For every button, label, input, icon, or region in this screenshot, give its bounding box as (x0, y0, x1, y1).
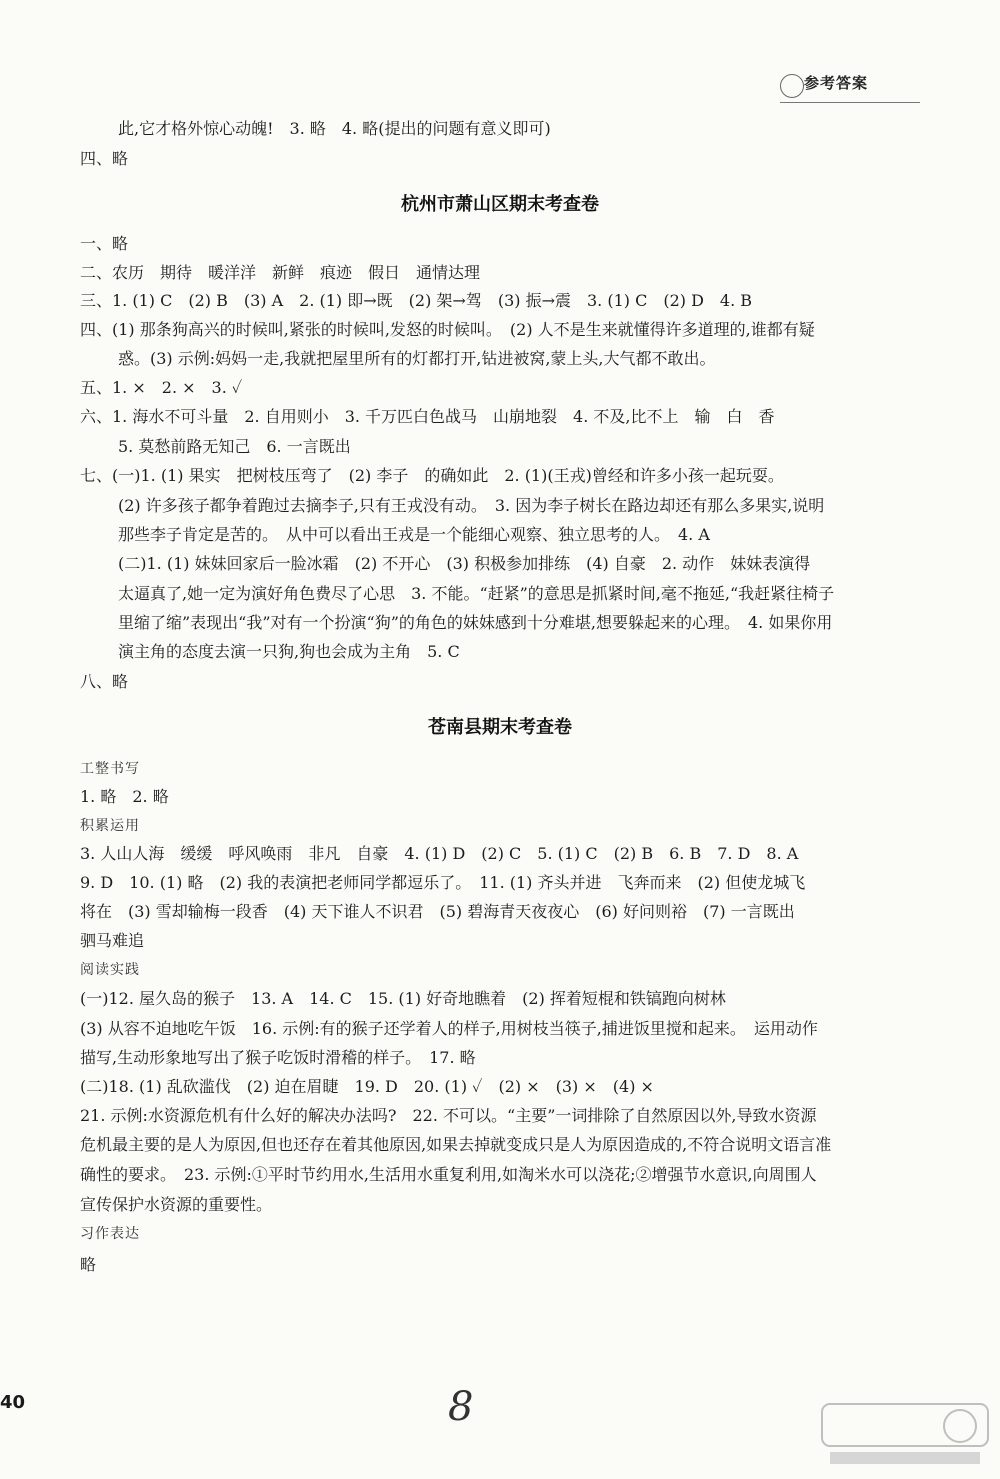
answer-line: 里缩了缩”表现出“我”对有一个扮演“狗”的角色的妹妹感到十分难堪,想要躲起来的心理。 4. 如果你用 (118, 613, 833, 632)
section-title: 苍南县期末考查卷 (428, 717, 572, 738)
answer-line: 五、1. × 2. × 3. ✓ (80, 378, 243, 397)
answer-line: 9. D 10. (1) 略 (2) 我的表演把老师同学都逗乐了。 11. (1) 齐头并进 飞奔而来 (2) 但使龙城飞 (80, 873, 806, 892)
answer-line: 5. 莫愁前路无知己 6. 一言既出 (118, 437, 351, 456)
ring-icon (780, 74, 804, 98)
answer-line: 一、略 (80, 234, 129, 253)
answer-key-tag (780, 68, 920, 103)
answer-line: 确性的要求。 23. 示例:①平时节约用水,生活用水重复利用,如淘米水可以浇花;②增强节水意识,向周围人 (80, 1165, 817, 1184)
answer-line: 1. 略 2. 略 (80, 787, 169, 806)
answer-line: 那些李子肯定是苦的。 从中可以看出王戎是一个能细心观察、独立思考的人。 4. A (118, 525, 710, 544)
section-subheading: 积累运用 (80, 818, 140, 834)
answer-line: 六、1. 海水不可斗量 2. 自用则小 3. 千万匹白色战马 山崩地裂 4. 不及,比不上 输 白 香 (80, 407, 775, 426)
answer-line: (3) 从容不迫地吃午饭 16. 示例:有的猴子还学着人的样子,用树枝当筷子,捕进饭里搅和起来。 运用动作 (80, 1019, 818, 1038)
answer-line: (2) 许多孩子都争着跑过去摘李子,只有王戎没有动。 3. 因为李子树长在路边却还有那么多果实,说明 (118, 496, 825, 515)
answer-key-label: 参考答案 (804, 74, 869, 92)
section-subheading: 工整书写 (80, 761, 140, 777)
answer-line: 演主角的态度去演一只狗,狗也会成为主角 5. C (118, 642, 460, 661)
answer-line: 略 (80, 1255, 97, 1274)
section-subheading: 阅读实践 (80, 962, 140, 978)
answer-line: 太逼真了,她一定为演好角色费尽了心思 3. 不能。“赶紧”的意思是抓紧时间,毫不拖延,“我赶紧往椅子 (118, 584, 835, 603)
answer-line: 八、略 (80, 672, 129, 691)
answer-line: (一)12. 屋久岛的猴子 13. A 14. C 15. (1) 好奇地瞧着 (2) 挥着短棍和铁镐跑向树林 (80, 989, 726, 1008)
page-number: 40 (0, 1392, 26, 1413)
answer-line: 惑。(3) 示例:妈妈一走,我就把屋里所有的灯都打开,钻进被窝,蒙上头,大气都不敢出。 (118, 349, 716, 368)
answer-line: 四、(1) 那条狗高兴的时候叫,紧张的时候叫,发怒的时候叫。 (2) 人不是生来就懂得许多道理的,谁都有疑 (80, 320, 815, 339)
answer-line: 四、略 (80, 149, 129, 168)
answer-line: 驷马难追 (80, 931, 145, 950)
answer-line: 21. 示例:水资源危机有什么好的解决办法吗? 22. 不可以。“主要”一词排除了自然原因以外,导致水资源 (80, 1106, 817, 1125)
answer-line: 宣传保护水资源的重要性。 (80, 1195, 273, 1214)
answer-line: 此,它才格外惊心动魄! 3. 略 4. 略(提出的问题有意义即可) (118, 119, 551, 138)
section-title: 杭州市萧山区期末考查卷 (401, 194, 599, 215)
answer-line: (二)1. (1) 妹妹回家后一脸冰霜 (2) 不开心 (3) 积极参加排练 (4) 自豪 2. 动作 妹妹表演得 (118, 554, 811, 573)
answer-line: 二、农历 期待 暖洋洋 新鲜 痕迹 假日 通情达理 (80, 263, 481, 282)
answer-line: (二)18. (1) 乱砍滥伐 (2) 迫在眉睫 19. D 20. (1) ✓ (2) × (3) × (4) × (80, 1077, 654, 1096)
answer-line: 危机最主要的是人为原因,但也还存在着其他原因,如果去掉就变成只是人为原因造成的,不符合说明文语言准 (80, 1135, 832, 1154)
answer-line: 三、1. (1) C (2) B (3) A 2. (1) 即→既 (2) 架→驾 (3) 振→震 3. (1) C (2) D 4. B (80, 291, 753, 310)
answer-line: 七、(一)1. (1) 果实 把树枝压弯了 (2) 李子 的确如此 2. (1)(王戎)曾经和许多小孩一起玩耍。 (80, 466, 784, 485)
section-subheading: 习作表达 (80, 1226, 140, 1242)
handwritten-mark: 8 (448, 1384, 474, 1430)
answer-line: 将在 (3) 雪却输梅一段香 (4) 天下谁人不识君 (5) 碧海青天夜夜心 (6) 好问则裕 (7) 一言既出 (80, 902, 795, 921)
answer-line: 3. 人山人海 缓缓 呼风唤雨 非凡 自豪 4. (1) D (2) C 5. (1) C (2) B 6. B 7. D 8. A (80, 844, 799, 863)
site-logo-icon (820, 1400, 990, 1470)
answer-line: 描写,生动形象地写出了猴子吃饭时滑稽的样子。 17. 略 (80, 1048, 476, 1067)
